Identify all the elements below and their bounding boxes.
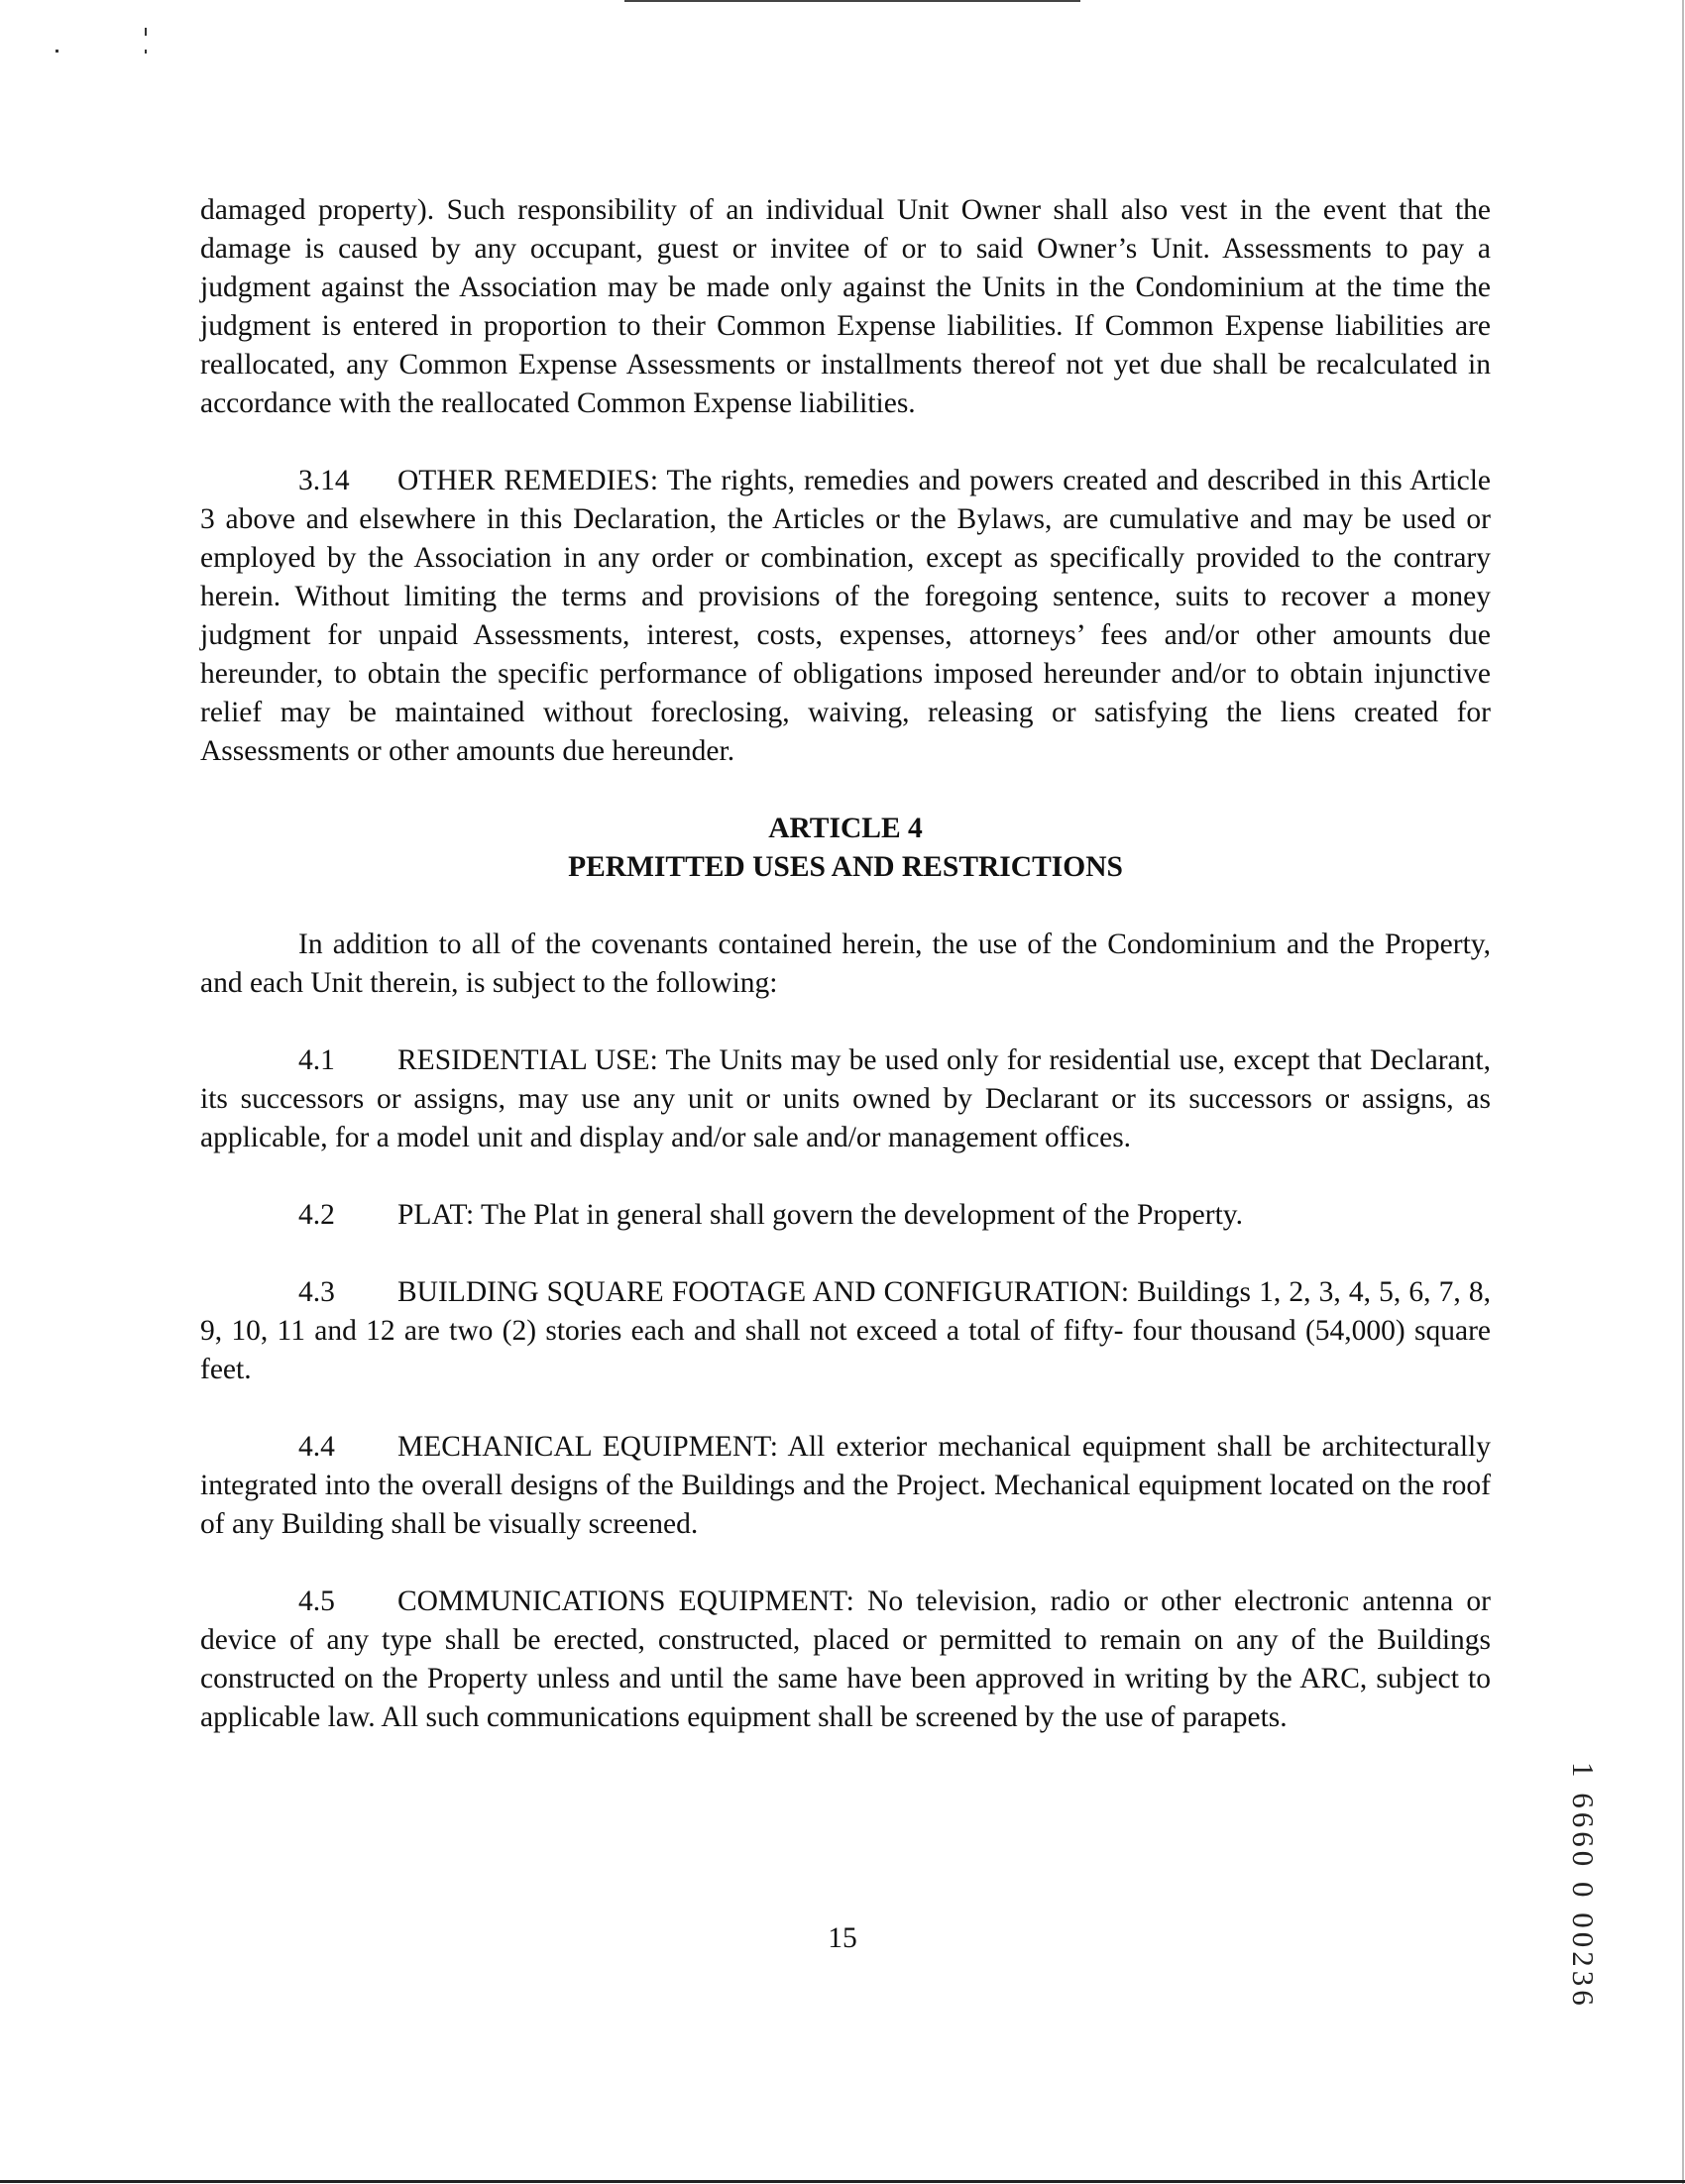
scan-speck bbox=[145, 28, 147, 36]
article-heading bbox=[200, 810, 1491, 887]
document-body bbox=[200, 191, 1491, 1776]
scan-bottom-edge bbox=[0, 2180, 1685, 2183]
article-title: ARTICLE 4 bbox=[768, 813, 923, 844]
section-4-3 bbox=[200, 1273, 1491, 1389]
paragraph-continuation: damaged property). Such responsibility of an individual Unit Owner shall also vest in the event that the damage is caused by any occupant, guest or invitee of or to said Owner’s Unit. Assessments to pay a judgment against the Association may be made only against the Units in the Condominium at the time the judgment is entered in proportion to their Common Expense liabilities. If Common Expense liabilities are reallocated, any Common Expense Assessments or installments thereof not yet due shall be recalculated in accordance with the reallocated Common Expense liabilities. bbox=[200, 194, 1491, 419]
section-number: 4.5 bbox=[298, 1585, 335, 1617]
section-text: MECHANICAL EQUIPMENT: All exterior mechanical equipment shall be architecturally integrated into the overall designs of the Buildings and the Project. Mechanical equipment located on the roof of any Building shall be visually screened. bbox=[200, 1431, 1491, 1540]
section-number: 4.4 bbox=[298, 1431, 335, 1463]
section-text: PLAT: The Plat in general shall govern the development of the Property. bbox=[397, 1199, 1244, 1231]
section-3-14 bbox=[200, 462, 1491, 771]
scan-speck bbox=[56, 50, 58, 53]
scan-top-edge bbox=[624, 0, 1080, 2]
article-intro: In addition to all of the covenants contained herein, the use of the Condominium and the Property, and each Unit therein, is subject to the following: bbox=[200, 928, 1491, 999]
scan-speck bbox=[145, 50, 147, 54]
section-number: 4.2 bbox=[298, 1199, 335, 1231]
section-text: BUILDING SQUARE FOOTAGE AND CONFIGURATION: Buildings 1, 2, 3, 4, 5, 6, 7, 8, 9, 10, 11 and 12 are two (2) stories each and shall not exceed a total of fifty- four thousand (54,000) square feet. bbox=[200, 1276, 1491, 1385]
section-number: 4.1 bbox=[298, 1044, 335, 1076]
article-subtitle: PERMITTED USES AND RESTRICTIONS bbox=[568, 851, 1123, 883]
recording-stamp: 1 6660 0 00236 bbox=[1566, 1762, 1601, 2010]
section-4-4 bbox=[200, 1428, 1491, 1544]
scan-right-edge bbox=[1682, 0, 1684, 2184]
section-text: RESIDENTIAL USE: The Units may be used only for residential use, except that Declarant, its successors or assigns, may use any unit or units owned by Declarant or its successors or assigns, as applicable, for a model unit and display and/or sale and/or management offices. bbox=[200, 1044, 1491, 1153]
page-number: 15 bbox=[828, 1922, 857, 1954]
section-text: COMMUNICATIONS EQUIPMENT: No television, radio or other electronic antenna or device of any type shall be erected, constructed, placed or permitted to remain on any of the Buildings constructed on the Property unless and until the same have been approved in writing by the ARC, subject to applicable law. All such communications equipment shall be screened by the use of parapets. bbox=[200, 1585, 1491, 1733]
section-4-5 bbox=[200, 1583, 1491, 1737]
section-number: 3.14 bbox=[298, 465, 350, 496]
section-number: 4.3 bbox=[298, 1276, 335, 1308]
section-4-1 bbox=[200, 1041, 1491, 1157]
section-4-2 bbox=[200, 1196, 1491, 1235]
section-text: OTHER REMEDIES: The rights, remedies and powers created and described in this Article 3 above and elsewhere in this Declaration, the Articles or the Bylaws, are cumulative and may be used or employed by the Association in any order or combination, except as specifically provided to the contrary herein. Without limiting the terms and provisions of the foregoing sentence, suits to recover a money judgment for unpaid Assessments, interest, costs, expenses, attorneys’ fees and/or other amounts due hereunder, to obtain the specific performance of obligations imposed hereunder and/or to obtain injunctive relief may be maintained without foreclosing, waiving, releasing or satisfying the liens created for Assessments or other amounts due hereunder. bbox=[200, 465, 1491, 767]
